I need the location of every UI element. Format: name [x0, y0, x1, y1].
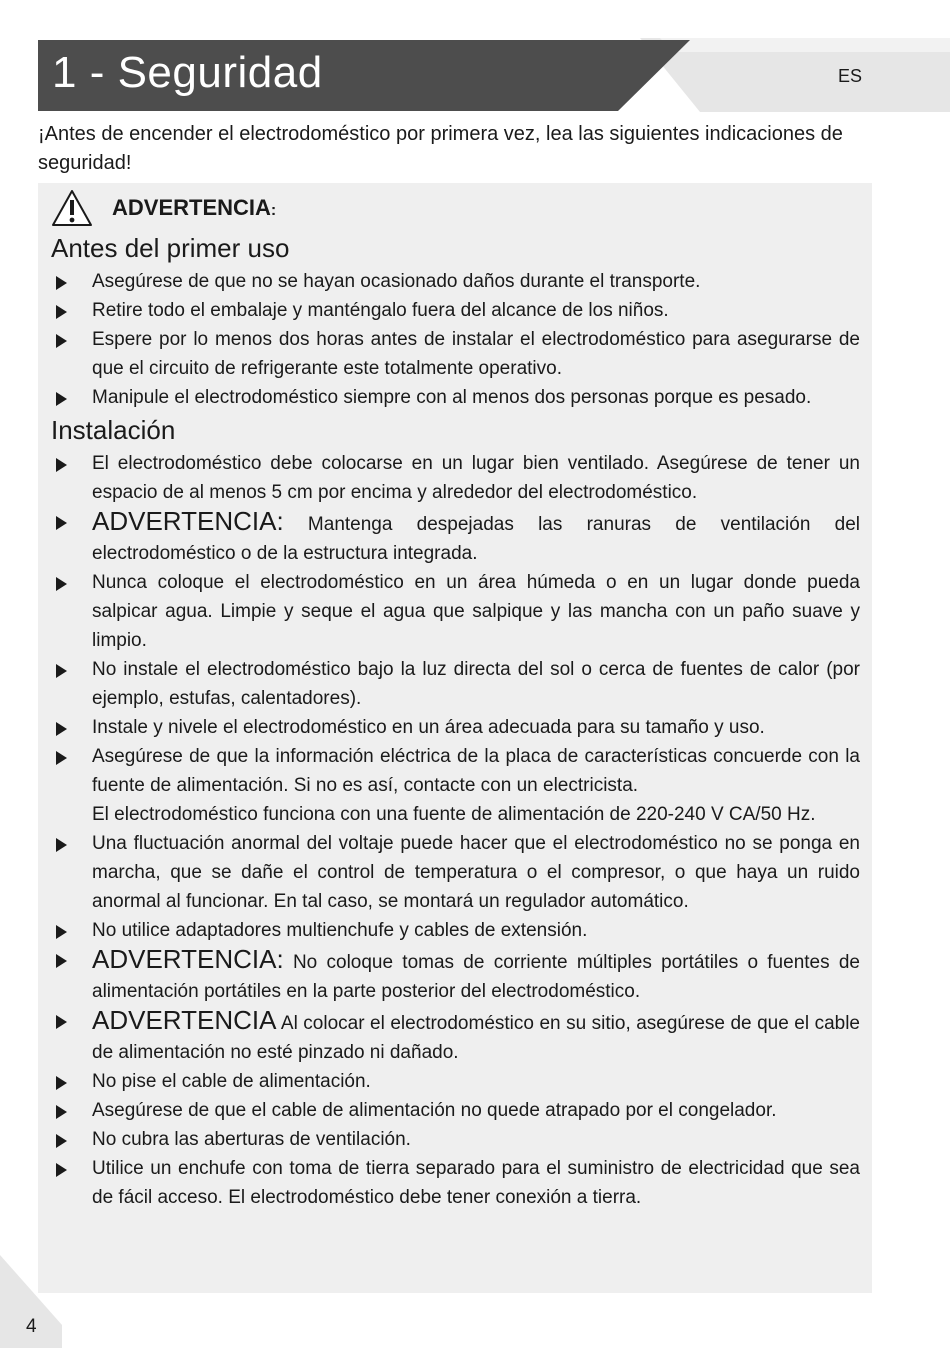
- bullet-arrow-icon: [56, 305, 67, 319]
- safety-panel: [38, 183, 872, 1293]
- warning-label: ADVERTENCIA:: [92, 944, 284, 974]
- warning-heading: ADVERTENCIA:: [112, 195, 277, 220]
- list-item: Manipule el electrodoméstico siempre con al menos dos personas porque es pesado.: [38, 383, 872, 412]
- bullet-arrow-icon: [56, 1015, 67, 1029]
- bullet-arrow-icon: [56, 458, 67, 472]
- page-title: 1 - Seguridad: [52, 48, 323, 97]
- list-item: No cubra las aberturas de ventilación.: [38, 1125, 872, 1154]
- bullet-arrow-icon: [56, 1134, 67, 1148]
- list-item: Asegúrese de que la información eléctrica de la placa de características concuerde con la fuente de alimentación. Si no es así, contacte con un electricista. El electrodoméstico funciona con una fuente de alimentación de 220-240 V CA/50 Hz.: [38, 742, 872, 829]
- bullet-arrow-icon: [56, 276, 67, 290]
- list-item: Una fluctuación anormal del voltaje puede hacer que el electrodoméstico no se ponga en marcha, que se dañe el control de temperatura o el compresor, o que haya un ruido anormal al funcionar. En tal caso, se montará un regulador automático.: [38, 829, 872, 916]
- list-item: Asegúrese de que el cable de alimentación no quede atrapado por el congelador.: [38, 1096, 872, 1125]
- page-number: 4: [26, 1316, 37, 1337]
- list-item: Retire todo el embalaje y manténgalo fuera del alcance de los niños.: [38, 296, 872, 325]
- intro-text: ¡Antes de encender el electrodoméstico por primera vez, lea las siguientes indicaciones de seguridad!: [38, 123, 843, 174]
- bullet-arrow-icon: [56, 925, 67, 939]
- warning-triangle-icon: [50, 188, 94, 228]
- list-item: El electrodoméstico debe colocarse en un lugar bien ventilado. Asegúrese de tener un espacio de al menos 5 cm por encima y alrededor del electrodoméstico.: [38, 449, 872, 507]
- bullet-arrow-icon: [56, 664, 67, 678]
- list-item: No pise el cable de alimentación.: [38, 1067, 872, 1096]
- list-item: Asegúrese de que no se hayan ocasionado daños durante el transporte.: [38, 267, 872, 296]
- warning-label: ADVERTENCIA:: [92, 506, 284, 536]
- list-item: Espere por lo menos dos horas antes de instalar el electrodoméstico para asegurarse de que el circuito de refrigerante este totalmente operativo.: [38, 325, 872, 383]
- language-code: ES: [838, 66, 863, 86]
- section-heading-installation: Instalación: [51, 415, 176, 445]
- bullet-arrow-icon: [56, 751, 67, 765]
- list-item: Utilice un enchufe con toma de tierra separado para el suministro de electricidad que sea de fácil acceso. El electrodoméstico debe tener conexión a tierra.: [38, 1154, 872, 1212]
- list-item: Instale y nivele el electrodoméstico en un área adecuada para su tamaño y uso.: [38, 713, 872, 742]
- bullet-arrow-icon: [56, 577, 67, 591]
- bullet-arrow-icon: [56, 722, 67, 736]
- list-item: ADVERTENCIA: No coloque tomas de corriente múltiples portátiles o fuentes de alimentación portátiles en la parte posterior del electrodoméstico.: [38, 945, 872, 1006]
- bullet-arrow-icon: [56, 1105, 67, 1119]
- list-item: No utilice adaptadores multienchufe y cables de extensión.: [38, 916, 872, 945]
- list-item: ADVERTENCIA: Mantenga despejadas las ranuras de ventilación del electrodoméstico o de la estructura integrada.: [38, 507, 872, 568]
- installation-list: [38, 449, 872, 1212]
- bullet-arrow-icon: [56, 516, 67, 530]
- footer-corner-decor: [0, 1255, 80, 1348]
- bullet-arrow-icon: [56, 392, 67, 406]
- bullet-arrow-icon: [56, 1163, 67, 1177]
- list-item: No instale el electrodoméstico bajo la luz directa del sol o cerca de fuentes de calor (por ejemplo, estufas, calentadores).: [38, 655, 872, 713]
- bullet-arrow-icon: [56, 334, 67, 348]
- warning-header: [50, 183, 276, 233]
- list-item: ADVERTENCIA Al colocar el electrodoméstico en su sitio, asegúrese de que el cable de alimentación no esté pinzado ni dañado.: [38, 1006, 872, 1067]
- section-heading-first-use: Antes del primer uso: [51, 233, 290, 263]
- bullet-arrow-icon: [56, 954, 67, 968]
- bullet-arrow-icon: [56, 1076, 67, 1090]
- first-use-list: [38, 267, 872, 412]
- bullet-arrow-icon: [56, 838, 67, 852]
- list-item: Nunca coloque el electrodoméstico en un área húmeda o en un lugar donde pueda salpicar agua. Limpie y seque el agua que salpique y las mancha con un paño suave y limpio.: [38, 568, 872, 655]
- warning-label: ADVERTENCIA: [92, 1005, 277, 1035]
